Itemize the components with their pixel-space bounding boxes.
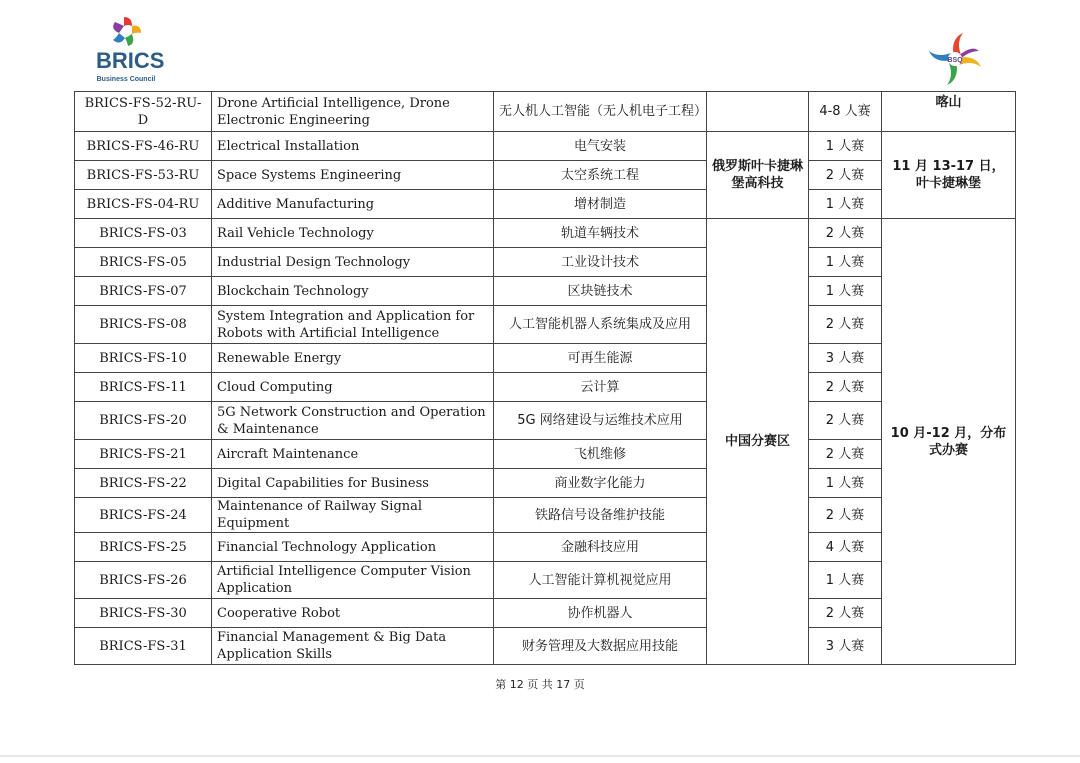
skill-name-zh: 商业数字化能力 — [494, 469, 707, 498]
skill-name-zh: 5G 网络建设与运维技术应用 — [494, 402, 707, 440]
skill-name-zh: 太空系统工程 — [494, 161, 707, 190]
skill-code: BRICS-FS-21 — [75, 440, 212, 469]
page-number: 第 12 页 共 17 页 — [495, 678, 585, 691]
table-row — [75, 469, 1016, 498]
team-size: 2 人赛 — [809, 219, 882, 248]
skill-name-zh: 电气安装 — [494, 132, 707, 161]
skill-name-en: Renewable Energy — [212, 344, 494, 373]
skill-name-en: System Integration and Application for Robots with Artificial Intelligence — [212, 306, 494, 344]
brics-logo-subtitle: Business Council — [96, 76, 156, 83]
table-row — [75, 344, 1016, 373]
team-size: 4 人赛 — [809, 533, 882, 562]
team-size: 1 人赛 — [809, 248, 882, 277]
skill-name-en: 5G Network Construction and Operation & Maintenance — [212, 402, 494, 440]
skill-name-zh: 财务管理及大数据应用技能 — [494, 628, 707, 665]
skill-name-en: Cooperative Robot — [212, 599, 494, 628]
skill-name-en: Space Systems Engineering — [212, 161, 494, 190]
skill-name-zh: 金融科技应用 — [494, 533, 707, 562]
skill-name-en: Maintenance of Railway Signal Equipment — [212, 498, 494, 533]
table-row — [75, 562, 1016, 599]
skill-name-zh: 可再生能源 — [494, 344, 707, 373]
table-row — [75, 628, 1016, 665]
team-size: 2 人赛 — [809, 498, 882, 533]
skill-name-en: Drone Artificial Intelligence, Drone Electronic Engineering — [212, 92, 494, 132]
skill-code: BRICS-FS-04-RU — [75, 190, 212, 219]
team-size: 2 人赛 — [809, 402, 882, 440]
skill-code: BRICS-FS-05 — [75, 248, 212, 277]
team-size: 2 人赛 — [809, 373, 882, 402]
skill-name-en: Digital Capabilities for Business — [212, 469, 494, 498]
table-row — [75, 306, 1016, 344]
team-size: 2 人赛 — [809, 306, 882, 344]
skill-name-en: Aircraft Maintenance — [212, 440, 494, 469]
team-size: 2 人赛 — [809, 161, 882, 190]
skill-code: BRICS-FS-11 — [75, 373, 212, 402]
skill-code: BRICS-FS-46-RU — [75, 132, 212, 161]
table-row — [75, 92, 1016, 132]
skill-name-zh: 无人机人工智能（无人机电子工程） — [494, 92, 707, 132]
team-size: 1 人赛 — [809, 190, 882, 219]
table-row — [75, 277, 1016, 306]
team-size: 3 人赛 — [809, 344, 882, 373]
skill-code: BRICS-FS-07 — [75, 277, 212, 306]
table-row — [75, 533, 1016, 562]
bsq-text: BSQ — [947, 57, 963, 64]
skill-code: BRICS-FS-30 — [75, 599, 212, 628]
skill-name-en: Industrial Design Technology — [212, 248, 494, 277]
team-size: 2 人赛 — [809, 599, 882, 628]
skill-name-zh: 轨道车辆技术 — [494, 219, 707, 248]
venue-cell-empty — [707, 92, 809, 132]
skill-code: BRICS-FS-03 — [75, 219, 212, 248]
skill-code: BRICS-FS-22 — [75, 469, 212, 498]
team-size: 1 人赛 — [809, 469, 882, 498]
skill-name-zh: 云计算 — [494, 373, 707, 402]
schedule-yekaterinburg: 11 月 13-17 日，叶卡捷琳堡 — [882, 132, 1016, 219]
skill-name-zh: 人工智能机器人系统集成及应用 — [494, 306, 707, 344]
skill-name-en: Additive Manufacturing — [212, 190, 494, 219]
skill-code: BRICS-FS-24 — [75, 498, 212, 533]
skill-code: BRICS-FS-26 — [75, 562, 212, 599]
table-row — [75, 599, 1016, 628]
table-row — [75, 219, 1016, 248]
skill-name-en: Financial Management & Big Data Application Skills — [212, 628, 494, 665]
table-row — [75, 402, 1016, 440]
table-row — [75, 248, 1016, 277]
team-size: 4-8 人赛 — [809, 92, 882, 132]
skill-name-zh: 区块链技术 — [494, 277, 707, 306]
venue-yekaterinburg: 俄罗斯叶卡捷琳堡高科技 — [707, 132, 809, 219]
skill-name-zh: 飞机维修 — [494, 440, 707, 469]
skill-code: BRICS-FS-20 — [75, 402, 212, 440]
skill-name-zh: 增材制造 — [494, 190, 707, 219]
skill-name-zh: 铁路信号设备维护技能 — [494, 498, 707, 533]
team-size: 3 人赛 — [809, 628, 882, 665]
skill-name-zh: 协作机器人 — [494, 599, 707, 628]
skill-code: BRICS-FS-10 — [75, 344, 212, 373]
skill-name-en: Electrical Installation — [212, 132, 494, 161]
skill-code: BRICS-FS-52-RU-D — [75, 92, 212, 132]
skill-name-zh: 工业设计技术 — [494, 248, 707, 277]
team-size: 2 人赛 — [809, 440, 882, 469]
table-row — [75, 132, 1016, 161]
brics-logo-word: BRICS — [96, 48, 165, 73]
swirl-logo-icon — [924, 28, 986, 90]
skill-code: BRICS-FS-08 — [75, 306, 212, 344]
skill-name-en: Artificial Intelligence Computer Vision Application — [212, 562, 494, 599]
skill-name-zh: 人工智能计算机视觉应用 — [494, 562, 707, 599]
star-icon — [96, 14, 156, 50]
bsq-swirl-logo — [924, 28, 986, 90]
competition-schedule-table — [74, 91, 1016, 665]
team-size: 1 人赛 — [809, 277, 882, 306]
venue-china: 中国分赛区 — [707, 219, 809, 665]
skill-name-en: Financial Technology Application — [212, 533, 494, 562]
schedule-china: 10 月-12 月，分布式办赛 — [882, 219, 1016, 665]
table-row — [75, 373, 1016, 402]
table-row — [75, 440, 1016, 469]
skill-code: BRICS-FS-25 — [75, 533, 212, 562]
skill-name-en: Rail Vehicle Technology — [212, 219, 494, 248]
table-row — [75, 161, 1016, 190]
team-size: 1 人赛 — [809, 132, 882, 161]
schedule-kazan: 喀山 — [882, 92, 1016, 132]
skill-name-en: Blockchain Technology — [212, 277, 494, 306]
skill-name-en: Cloud Computing — [212, 373, 494, 402]
team-size: 1 人赛 — [809, 562, 882, 599]
skill-code: BRICS-FS-31 — [75, 628, 212, 665]
table-row — [75, 498, 1016, 533]
brics-business-council-logo — [96, 14, 165, 88]
table-row — [75, 190, 1016, 219]
skill-code: BRICS-FS-53-RU — [75, 161, 212, 190]
page-bottom-divider — [0, 755, 1080, 757]
